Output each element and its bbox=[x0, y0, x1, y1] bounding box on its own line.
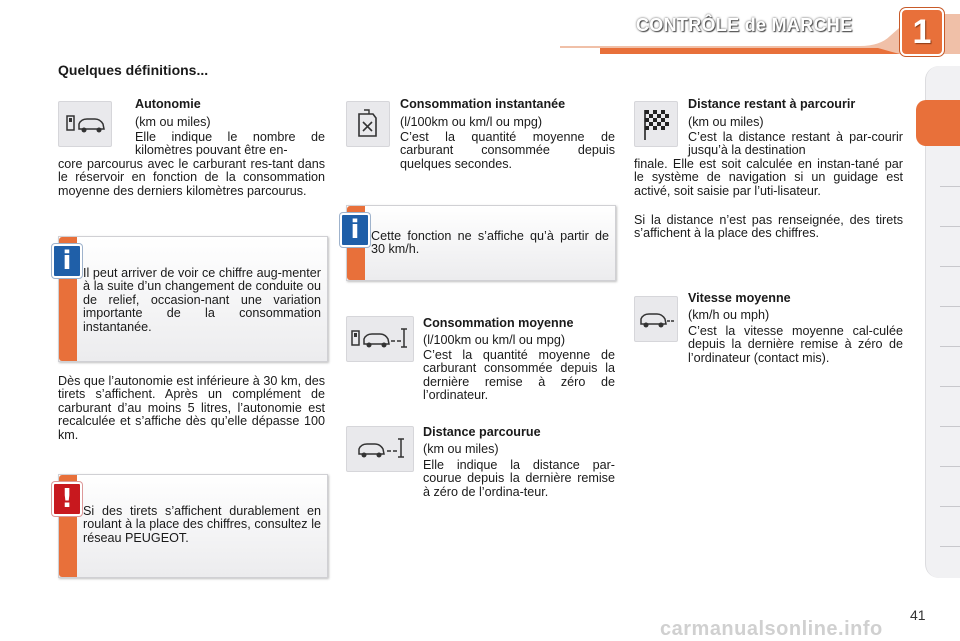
remaining-distance-desc-rest: finale. Elle est soit calculée en instan-tané par le système de navigation si un guidage est activé, soit saisie par l’uti-lisateur. bbox=[634, 157, 903, 198]
chapter-number: 1 bbox=[912, 13, 932, 51]
tab-divider bbox=[940, 546, 960, 547]
active-chapter-tab[interactable] bbox=[916, 100, 960, 146]
instant-consumption-desc: C’est la quantité moyenne de carburant consommée depuis quelques secondes. bbox=[400, 130, 615, 171]
warning-note bbox=[58, 474, 328, 578]
page-title: CONTRÔLE de MARCHE bbox=[636, 15, 853, 35]
tab-divider bbox=[940, 306, 960, 307]
chapter-badge bbox=[900, 8, 944, 56]
note-text: Cette fonction ne s’affiche qu’à partir de 30 km/h. bbox=[371, 229, 609, 257]
autonomy-desc-rest: core parcourus avec le carburant res-tant dans le réservoir en fonction de la consommation moyenne des derniers kilomètres parcourus. bbox=[58, 157, 325, 198]
autonomy-unit: (km ou miles) bbox=[135, 115, 211, 129]
average-speed-title: Vitesse moyenne bbox=[688, 291, 791, 305]
warning-icon: ! bbox=[52, 482, 82, 516]
distance-travelled-desc: Elle indique la distance par-courue depuis la dernière remise à zéro de l’ordina-teur. bbox=[423, 458, 615, 499]
checkered-flag-icon bbox=[634, 101, 678, 147]
tab-divider bbox=[940, 266, 960, 267]
tab-divider bbox=[940, 466, 960, 467]
autonomy-desc-intro: Elle indique le nombre de kilomètres pouvant être en- bbox=[135, 130, 325, 158]
header-bar bbox=[0, 0, 960, 60]
tab-divider bbox=[940, 506, 960, 507]
note-text: Il peut arriver de voir ce chiffre aug-menter à la suite d’un changement de conduite ou de relief, occasion-nant une variation importante de la consommation instantanée. bbox=[83, 266, 321, 334]
instant-consumption-title: Consommation instantanée bbox=[400, 97, 566, 111]
remaining-distance-unit: (km ou miles) bbox=[688, 115, 764, 129]
info-note bbox=[346, 205, 616, 281]
average-consumption-title: Consommation moyenne bbox=[423, 316, 574, 330]
chapter-tab-strip bbox=[925, 66, 960, 578]
instant-consumption-unit: (l/100km ou km/l ou mpg) bbox=[400, 115, 543, 129]
section-title: Quelques définitions... bbox=[58, 62, 209, 78]
fuel-pump-icon bbox=[346, 101, 390, 147]
distance-travelled-unit: (km ou miles) bbox=[423, 442, 499, 456]
remaining-distance-desc-extra: Si la distance n’est pas renseignée, des tirets s’affichent à la place des chiffres. bbox=[634, 213, 903, 241]
remaining-distance-title: Distance restant à parcourir bbox=[688, 97, 856, 111]
info-icon: i bbox=[340, 213, 370, 247]
info-note bbox=[58, 236, 328, 362]
distance-travelled-icon bbox=[346, 426, 414, 472]
average-consumption-icon bbox=[346, 316, 414, 362]
distance-travelled-title: Distance parcourue bbox=[423, 425, 541, 439]
autonomy-title: Autonomie bbox=[135, 97, 201, 111]
autonomy-icon bbox=[58, 101, 112, 147]
remaining-distance-desc-intro: C’est la distance restant à par-courir jusqu’à la destination bbox=[688, 130, 903, 158]
average-speed-desc: C’est la vitesse moyenne cal-culée depuis la dernière remise à zéro de l’ordinateur (contact mis). bbox=[688, 324, 903, 365]
average-consumption-desc: C’est la quantité moyenne de carburant consommée depuis la dernière remise à zéro de l’ordinateur. bbox=[423, 348, 615, 403]
tab-divider bbox=[940, 186, 960, 187]
autonomy-body-text: Dès que l’autonomie est inférieure à 30 km, des tirets s’affichent. Après un complément de carburant d’au moins 5 litres, l’autonomie est recalculée et s’affiche dès qu’elle dépasse 100 km. bbox=[58, 374, 325, 442]
tab-divider bbox=[940, 346, 960, 347]
average-speed-unit: (km/h ou mph) bbox=[688, 308, 770, 322]
page-number: 41 bbox=[910, 607, 926, 623]
tab-divider bbox=[940, 226, 960, 227]
average-consumption-unit: (l/100km ou km/l ou mpg) bbox=[423, 333, 566, 347]
tab-divider bbox=[940, 386, 960, 387]
watermark: carmanualsonline.info bbox=[660, 618, 883, 640]
info-icon: i bbox=[52, 244, 82, 278]
note-text: Si des tirets s’affichent durablement en roulant à la place des chiffres, consultez le réseau PEUGEOT. bbox=[83, 504, 321, 545]
average-speed-icon bbox=[634, 296, 678, 342]
tab-divider bbox=[940, 426, 960, 427]
